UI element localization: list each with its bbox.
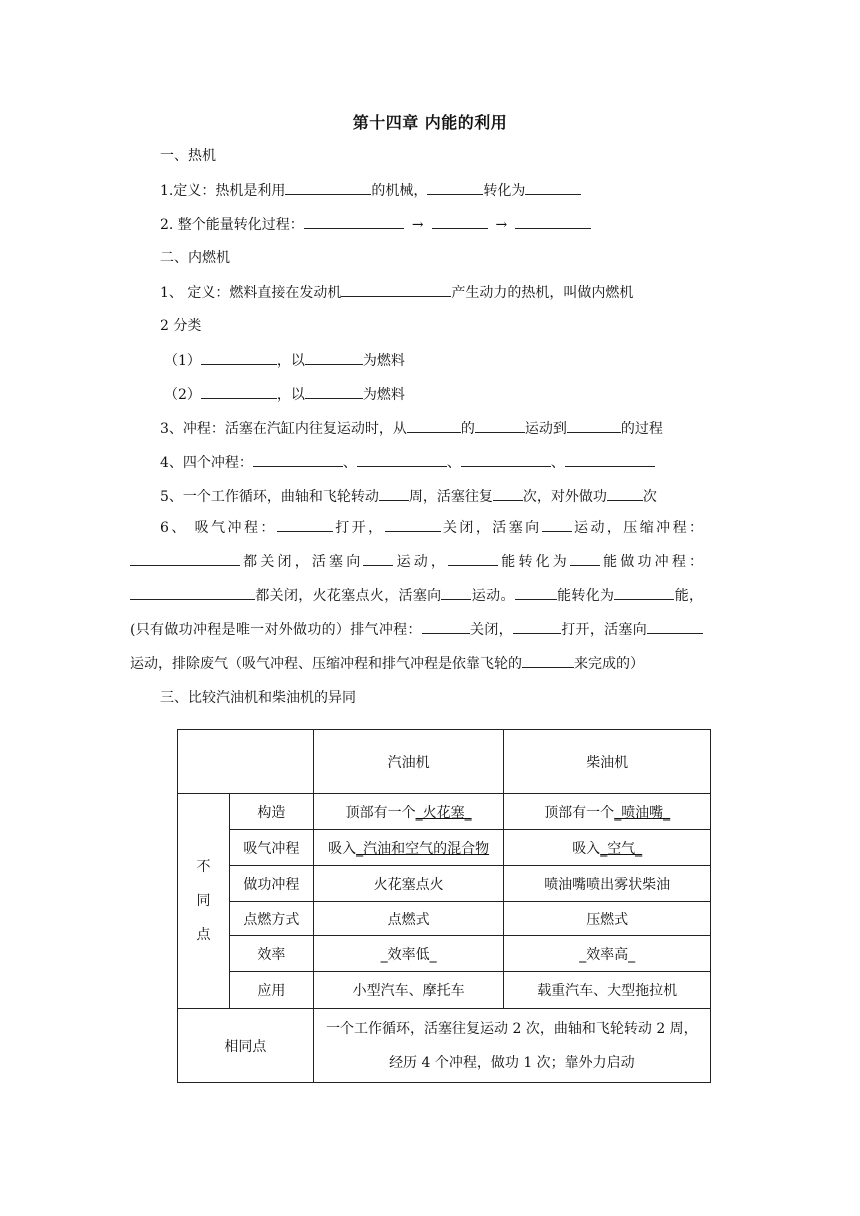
table-row — [178, 830, 711, 866]
similarities-cell — [313, 1009, 710, 1083]
gas-cell — [313, 794, 504, 830]
text: _空气_ — [600, 840, 643, 857]
gas-cell — [313, 830, 504, 866]
blank — [201, 350, 277, 365]
text: 1.定义：热机是利用 — [160, 183, 286, 199]
text: 为燃料 — [362, 387, 405, 403]
blank — [130, 585, 255, 600]
blank — [607, 486, 643, 501]
diesel-cell — [504, 830, 711, 866]
section-heading-heat-engine: 一、热机 — [160, 148, 216, 164]
classification-line: 2 分类 — [160, 318, 202, 334]
text: （1） — [164, 353, 201, 369]
text: 产生动力的热机，叫做内燃机 — [451, 285, 634, 301]
text: 运动， — [393, 554, 449, 570]
gas-cell: 小型汽车、摩托车 — [313, 972, 504, 1009]
text: 点 — [196, 927, 211, 943]
section-heading-internal-combustion: 二、内燃机 — [160, 250, 230, 266]
row-label: 做功冲程 — [229, 866, 313, 902]
text: 不 — [196, 859, 211, 875]
blank — [432, 214, 488, 229]
blank — [305, 384, 363, 399]
text: 周，活塞往复 — [408, 489, 493, 505]
comparison-table — [177, 729, 711, 1083]
blank — [515, 585, 557, 600]
text: 3、冲程：活塞在汽缸内往复运动时，从 — [160, 421, 407, 437]
text: 能转化为 — [498, 554, 570, 570]
text: 吸入 — [572, 840, 601, 857]
stroke-definition-line — [160, 418, 663, 439]
blank — [515, 214, 591, 229]
text: 次，对外做功 — [522, 489, 607, 505]
table-header-row — [178, 730, 711, 794]
text: 一个工作循环，活塞往复运动 2 次，曲轴和飞轮转动 2 周， — [326, 1020, 698, 1037]
class-item-2 — [164, 384, 405, 405]
text: 次 — [642, 489, 657, 505]
table-row — [178, 902, 711, 936]
text: 关闭， — [469, 622, 513, 638]
blank — [513, 619, 561, 634]
blank — [567, 418, 621, 433]
blank — [522, 653, 574, 668]
arrow-icon: → — [495, 217, 508, 233]
blank — [441, 585, 471, 600]
similarities-label: 相同点 — [178, 1009, 314, 1083]
class-item-1 — [164, 350, 405, 371]
blank — [357, 452, 447, 467]
diesel-cell: _效率高_ — [504, 936, 711, 972]
blank — [647, 619, 703, 634]
blank — [614, 585, 674, 600]
blank — [253, 452, 343, 467]
work-cycle-line — [160, 486, 657, 507]
text: 为燃料 — [362, 353, 405, 369]
blank — [565, 452, 655, 467]
text: 都关闭，活塞向 — [240, 554, 364, 570]
row-label: 应用 — [229, 972, 313, 1009]
text: 关闭，活塞向 — [440, 520, 542, 536]
text: 顶部有一个 — [345, 804, 416, 821]
row-label: 构造 — [229, 794, 313, 830]
blank — [493, 486, 523, 501]
header-diesel-engine: 柴油机 — [504, 730, 711, 794]
definition-line — [160, 180, 581, 201]
text: 打开， — [332, 520, 385, 536]
row-label: 点燃方式 — [229, 902, 313, 936]
text: 、 — [446, 455, 461, 471]
blank — [341, 282, 451, 297]
blank — [363, 551, 393, 566]
table-row — [178, 794, 711, 830]
row-label: 吸气冲程 — [229, 830, 313, 866]
text: 4、四个冲程： — [160, 455, 253, 471]
blank — [422, 619, 470, 634]
blank — [277, 517, 333, 532]
text: 都关闭，火花塞点火，活塞向 — [255, 588, 442, 604]
blank — [385, 517, 441, 532]
text: 能做功冲程： — [599, 554, 704, 570]
text: 能，(只有做功冲程是唯一对外做功的）排气冲程： — [130, 588, 704, 638]
text: 经历 4 个冲程，做功 1 次；靠外力启动 — [389, 1054, 635, 1071]
blank — [407, 418, 461, 433]
text: 5、一个工作循环，曲轴和飞轮转动 — [160, 489, 379, 505]
similarities-row — [178, 1009, 711, 1083]
text: _火花塞_ — [415, 804, 472, 821]
text: 运动，排除废气（吸气冲程、压缩冲程和排气冲程是依靠飞轮的 — [130, 656, 522, 672]
blank — [379, 486, 409, 501]
blank — [201, 384, 277, 399]
text: 运动。 — [471, 588, 515, 604]
text: ，以 — [276, 387, 305, 403]
blank — [448, 551, 498, 566]
gas-cell: 火花塞点火 — [313, 866, 504, 902]
text: 的过程 — [620, 421, 663, 437]
text: 吸入 — [328, 840, 357, 857]
table-row — [178, 972, 711, 1009]
text: 6、 吸气冲程： — [160, 520, 277, 536]
table-row — [178, 866, 711, 902]
arrow-icon: → — [411, 217, 424, 233]
blank — [461, 452, 551, 467]
text: （2） — [164, 387, 201, 403]
diesel-cell: 喷油嘴喷出雾状柴油 — [504, 866, 711, 902]
text: 打开，活塞向 — [560, 622, 648, 638]
chapter-title: 第十四章 内能的利用 — [352, 113, 508, 132]
table-corner-cell — [178, 730, 314, 794]
text: 、 — [342, 455, 357, 471]
header-gasoline-engine: 汽油机 — [313, 730, 504, 794]
text: 运动到 — [524, 421, 567, 437]
four-strokes-line — [160, 452, 655, 473]
ice-definition-line — [160, 282, 633, 303]
text: 顶部有一个 — [544, 804, 615, 821]
text: 同 — [196, 893, 211, 909]
energy-conversion-line — [160, 214, 591, 235]
text: 2. 整个能量转化过程： — [160, 217, 304, 233]
blank — [304, 214, 404, 229]
text: 1、 定义：燃料直接在发动机 — [160, 285, 342, 301]
text: 、 — [550, 455, 565, 471]
text: _汽油和空气的混合物 — [356, 840, 490, 857]
gas-cell: _效率低_ — [313, 936, 504, 972]
text: _喷油嘴_ — [614, 804, 671, 821]
blank — [130, 551, 240, 566]
text: ，以 — [276, 353, 305, 369]
blank — [305, 350, 363, 365]
row-label: 效率 — [229, 936, 313, 972]
blank — [542, 517, 572, 532]
blank — [427, 180, 483, 195]
blank — [525, 180, 581, 195]
blank — [285, 180, 371, 195]
text: 的机械， — [371, 183, 428, 199]
text: 运动，压缩冲程： — [571, 520, 704, 536]
blank — [570, 551, 600, 566]
table-row — [178, 936, 711, 972]
diesel-cell: 载重汽车、大型拖拉机 — [504, 972, 711, 1009]
section-heading-compare: 三、比较汽油机和柴油机的异同 — [160, 690, 356, 706]
text: 来完成的） — [574, 656, 644, 672]
blank — [475, 418, 525, 433]
differences-label — [178, 794, 230, 1009]
strokes-paragraph — [130, 511, 703, 681]
text: 的 — [460, 421, 475, 437]
diesel-cell: 压燃式 — [504, 902, 711, 936]
diesel-cell — [504, 794, 711, 830]
gas-cell: 点燃式 — [313, 902, 504, 936]
text: 转化为 — [483, 183, 526, 199]
text: 能转化为 — [556, 588, 615, 604]
